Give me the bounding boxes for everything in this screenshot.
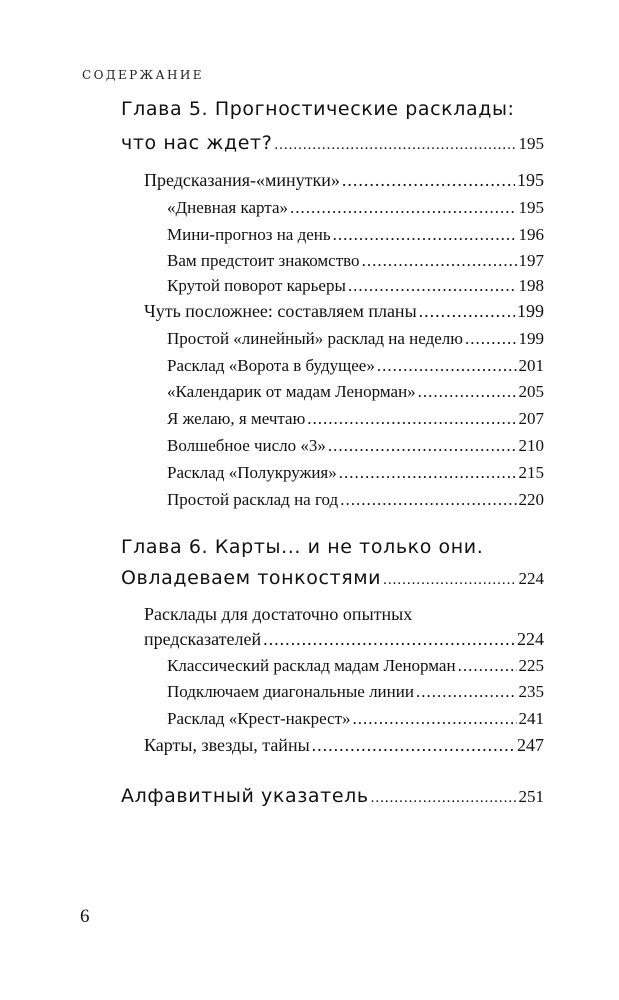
dot-leader xyxy=(263,629,515,650)
dot-leader xyxy=(418,382,517,402)
chapter-5-title-line1: Глава 5. Прогностические расклады: xyxy=(121,98,515,120)
section-title: Предсказания-«минутки» xyxy=(144,170,340,190)
chapter-5-entry[interactable] xyxy=(121,132,544,154)
chapter-6-page: 224 xyxy=(518,569,544,588)
toc-subsection-entry[interactable] xyxy=(167,490,544,510)
section-title-line2: предсказателей xyxy=(144,629,262,649)
subsection-title: Простой расклад на год xyxy=(167,490,339,509)
toc-section-entry[interactable] xyxy=(144,629,544,650)
index-entry[interactable] xyxy=(121,785,544,807)
toc-subsection-entry[interactable] xyxy=(167,709,544,729)
subsection-page: 241 xyxy=(518,709,544,728)
subsection-title: Подключаем диагональные линии xyxy=(167,682,414,701)
dot-leader xyxy=(362,251,517,271)
dot-leader xyxy=(371,790,517,807)
index-page: 251 xyxy=(518,787,544,806)
dot-leader xyxy=(339,463,517,483)
dot-leader xyxy=(383,572,516,589)
dot-leader xyxy=(353,709,517,729)
chapter-6-title-line1: Глава 6. Карты... и не только они. xyxy=(121,536,484,558)
toc-subsection-entry[interactable] xyxy=(167,276,544,296)
dot-leader xyxy=(342,170,515,191)
chapter-6-entry[interactable] xyxy=(121,567,544,589)
toc-subsection-entry[interactable] xyxy=(167,409,544,429)
dot-leader xyxy=(348,276,517,296)
dot-leader xyxy=(416,682,517,702)
dot-leader xyxy=(458,656,517,676)
subsection-title: «Дневная карта» xyxy=(167,198,288,217)
subsection-title: «Календарик от мадам Ленорман» xyxy=(167,382,416,401)
toc-section-entry[interactable] xyxy=(144,735,544,756)
section-page: 199 xyxy=(517,301,544,321)
section-title: Карты, звезды, тайны xyxy=(144,735,310,755)
subsection-page: 201 xyxy=(518,356,544,375)
subsection-title: Расклад «Крест-накрест» xyxy=(167,709,351,728)
dot-leader xyxy=(290,198,517,218)
subsection-title: Классический расклад мадам Ленорман xyxy=(167,656,456,675)
chapter-5-page: 195 xyxy=(518,134,544,153)
running-head: СОДЕРЖАНИЕ xyxy=(82,68,204,82)
subsection-page: 199 xyxy=(518,329,544,348)
subsection-title: Крутой поворот карьеры xyxy=(167,276,346,295)
subsection-title: Я желаю, я мечтаю xyxy=(167,409,306,428)
page-number: 6 xyxy=(80,906,90,927)
section-page: 224 xyxy=(517,629,544,649)
chapter-6-title-line2: Овладеваем тонкостями xyxy=(121,567,382,589)
subsection-title: Простой «линейный» расклад на неделю xyxy=(167,329,463,348)
section-page: 247 xyxy=(517,735,544,755)
subsection-page: 198 xyxy=(518,276,544,295)
toc-subsection-entry[interactable] xyxy=(167,382,544,402)
toc-subsection-entry[interactable] xyxy=(167,329,544,349)
subsection-title: Расклад «Полукружия» xyxy=(167,463,337,482)
subsection-page: 207 xyxy=(518,409,544,428)
subsection-title: Вам предстоит знакомство xyxy=(167,251,360,270)
toc-section-entry[interactable] xyxy=(144,170,544,191)
subsection-page: 215 xyxy=(518,463,544,482)
dot-leader xyxy=(307,409,516,429)
toc-subsection-entry[interactable] xyxy=(167,436,544,456)
dot-leader xyxy=(274,137,516,154)
dot-leader xyxy=(312,735,515,756)
subsection-page: 196 xyxy=(518,225,544,244)
subsection-page: 195 xyxy=(518,198,544,217)
toc-subsection-entry[interactable] xyxy=(167,682,544,702)
dot-leader xyxy=(465,329,517,349)
toc-subsection-entry[interactable] xyxy=(167,356,544,376)
subsection-title: Расклад «Ворота в будущее» xyxy=(167,356,375,375)
toc-subsection-entry[interactable] xyxy=(167,251,544,271)
index-title: Алфавитный указатель xyxy=(121,785,369,807)
toc-subsection-entry[interactable] xyxy=(167,225,544,245)
toc-subsection-entry[interactable] xyxy=(167,198,544,218)
chapter-5-title-line2: что нас ждет? xyxy=(121,132,273,154)
toc-subsection-entry[interactable] xyxy=(167,656,544,676)
dot-leader xyxy=(419,301,515,322)
dot-leader xyxy=(340,490,516,510)
subsection-page: 205 xyxy=(518,382,544,401)
subsection-title: Волшебное число «3» xyxy=(167,436,326,455)
subsection-page: 210 xyxy=(518,436,544,455)
section-page: 195 xyxy=(517,170,544,190)
toc-section-entry[interactable] xyxy=(144,301,544,322)
toc-subsection-entry[interactable] xyxy=(167,463,544,483)
dot-leader xyxy=(328,436,517,456)
section-title: Чуть посложнее: составляем планы xyxy=(144,301,417,321)
subsection-page: 220 xyxy=(518,490,544,509)
section-title-line1: Расклады для достаточно опытных xyxy=(144,604,413,624)
dot-leader xyxy=(377,356,517,376)
subsection-page: 225 xyxy=(518,656,544,675)
subsection-title: Мини-прогноз на день xyxy=(167,225,331,244)
dot-leader xyxy=(333,225,517,245)
subsection-page: 235 xyxy=(518,682,544,701)
subsection-page: 197 xyxy=(518,251,544,270)
